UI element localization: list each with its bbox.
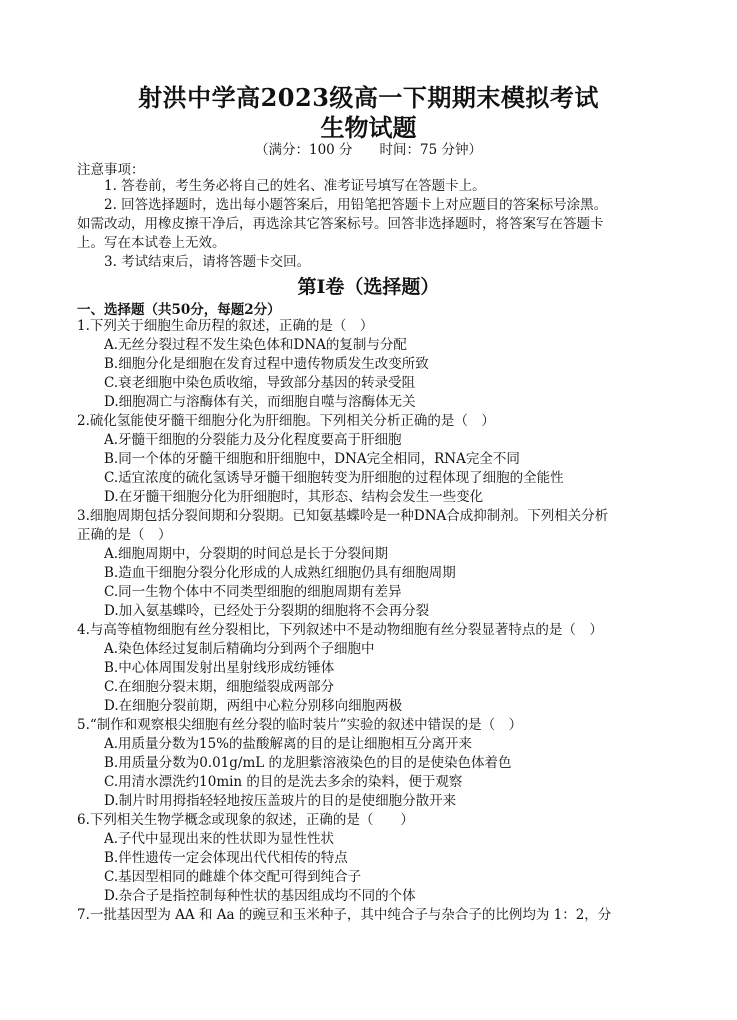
question-stem: 正确的是（ ） (77, 527, 172, 543)
question-option: C.在细胞分裂末期，细胞缢裂成两部分 (104, 679, 335, 695)
note-line: 1. 答卷前，考生务必将自己的姓名、准考证号填写在答题卡上。 (104, 178, 486, 194)
note-line: 上。写在本试卷上无效。 (77, 235, 226, 251)
question-option: C.用清水漂洗约10min 的目的是洗去多余的染料，便于观察 (104, 774, 463, 790)
exam-title: 射洪中学高2023级高一下期期末模拟考试 (138, 83, 599, 112)
question-option: B.造血干细胞分裂分化形成的人成熟红细胞仍具有细胞周期 (104, 565, 456, 581)
question-stem: 7.一批基因型为 AA 和 Aa 的豌豆和玉米种子，其中纯合子与杂合子的比例均为 1：2，分 (77, 907, 612, 923)
question-option: B.细胞分化是细胞在发育过程中遗传物质发生改变所致 (104, 356, 429, 372)
question-stem: 4.与高等植物细胞有丝分裂相比，下列叙述中不是动物细胞有丝分裂显著特点的是（ ） (77, 622, 603, 638)
section-title: 第Ⅰ卷（选择题） (297, 276, 440, 298)
question-option: C.同一生物个体中不同类型细胞的细胞周期有差异 (104, 584, 402, 600)
question-option: A.细胞周期中，分裂期的时间总是长于分裂间期 (104, 546, 389, 562)
question-option: D.在牙髓干细胞分化为肝细胞时，其形态、结构会发生一些变化 (104, 489, 484, 505)
question-stem: 1.下列关于细胞生命历程的叙述，正确的是（ ） (77, 318, 374, 334)
question-option: A.用质量分数为15%的盐酸解离的目的是让细胞相互分离开来 (104, 736, 473, 752)
section-heading: 一、选择题（共50分，每题2分） (77, 302, 281, 318)
question-stem: 3.细胞周期包括分裂间期和分裂期。已知氨基蝶呤是一种DNA合成抑制剂。下列相关分析 (77, 508, 609, 524)
question-option: D.加入氨基蝶呤，已经处于分裂期的细胞将不会再分裂 (104, 603, 430, 619)
question-option: D.在细胞分裂前期，两组中心粒分别移向细胞两极 (104, 698, 403, 714)
question-option: A.子代中显现出来的性状即为显性性状 (104, 831, 335, 847)
notes-heading: 注意事项： (77, 162, 145, 178)
question-option: D.杂合子是指控制每种性状的基因组成均不同的个体 (104, 888, 416, 904)
question-stem: 6.下列相关生物学概念或现象的叙述，正确的是（ ） (77, 812, 414, 828)
note-line: 2. 回答选择题时，选出每小题答案后，用铅笔把答题卡上对应题目的答案标号涂黑。 (104, 197, 608, 213)
note-line: 3. 考试结束后，请将答题卡交回。 (104, 254, 311, 270)
question-stem: 5.“制作和观察根尖细胞有丝分裂的临时装片”实验的叙述中错误的是（ ） (77, 717, 523, 733)
question-stem: 2.硫化氢能使牙髓干细胞分化为肝细胞。下列相关分析正确的是（ ） (77, 413, 495, 429)
question-option: D.制片时用拇指轻轻地按压盖玻片的目的是使细胞分散开来 (104, 793, 457, 809)
question-option: C.衰老细胞中染色质收缩，导致部分基因的转录受阻 (104, 375, 416, 391)
question-option: A.无丝分裂过程不发生染色体和DNA的复制与分配 (104, 337, 407, 353)
exam-meta: （满分：100 分 时间：75 分钟） (254, 142, 483, 158)
question-option: C.基因型相同的雌雄个体交配可得到纯合子 (104, 869, 362, 885)
question-option: B.伴性遗传一定会体现出代代相传的特点 (104, 850, 348, 866)
question-option: D.细胞凋亡与溶酶体有关，而细胞自噬与溶酶体无关 (104, 394, 416, 410)
question-option: B.用质量分数为0.01g/mL 的龙胆紫溶液染色的目的是使染色体着色 (104, 755, 512, 771)
question-option: B.同一个体的牙髓干细胞和肝细胞中，DNA完全相同，RNA完全不同 (104, 451, 520, 467)
question-option: C.适宜浓度的硫化氢诱导牙髓干细胞转变为肝细胞的过程体现了细胞的全能性 (104, 470, 564, 486)
question-option: A.染色体经过复制后精确均分到两个子细胞中 (104, 641, 375, 657)
note-line: 如需改动，用橡皮擦干净后，再选涂其它答案标号。回答非选择题时，将答案写在答题卡 (77, 216, 604, 232)
question-option: A.牙髓干细胞的分裂能力及分化程度要高于肝细胞 (104, 432, 402, 448)
exam-subtitle: 生物试题 (320, 113, 417, 142)
question-option: B.中心体周围发射出星射线形成纺锤体 (104, 660, 335, 676)
